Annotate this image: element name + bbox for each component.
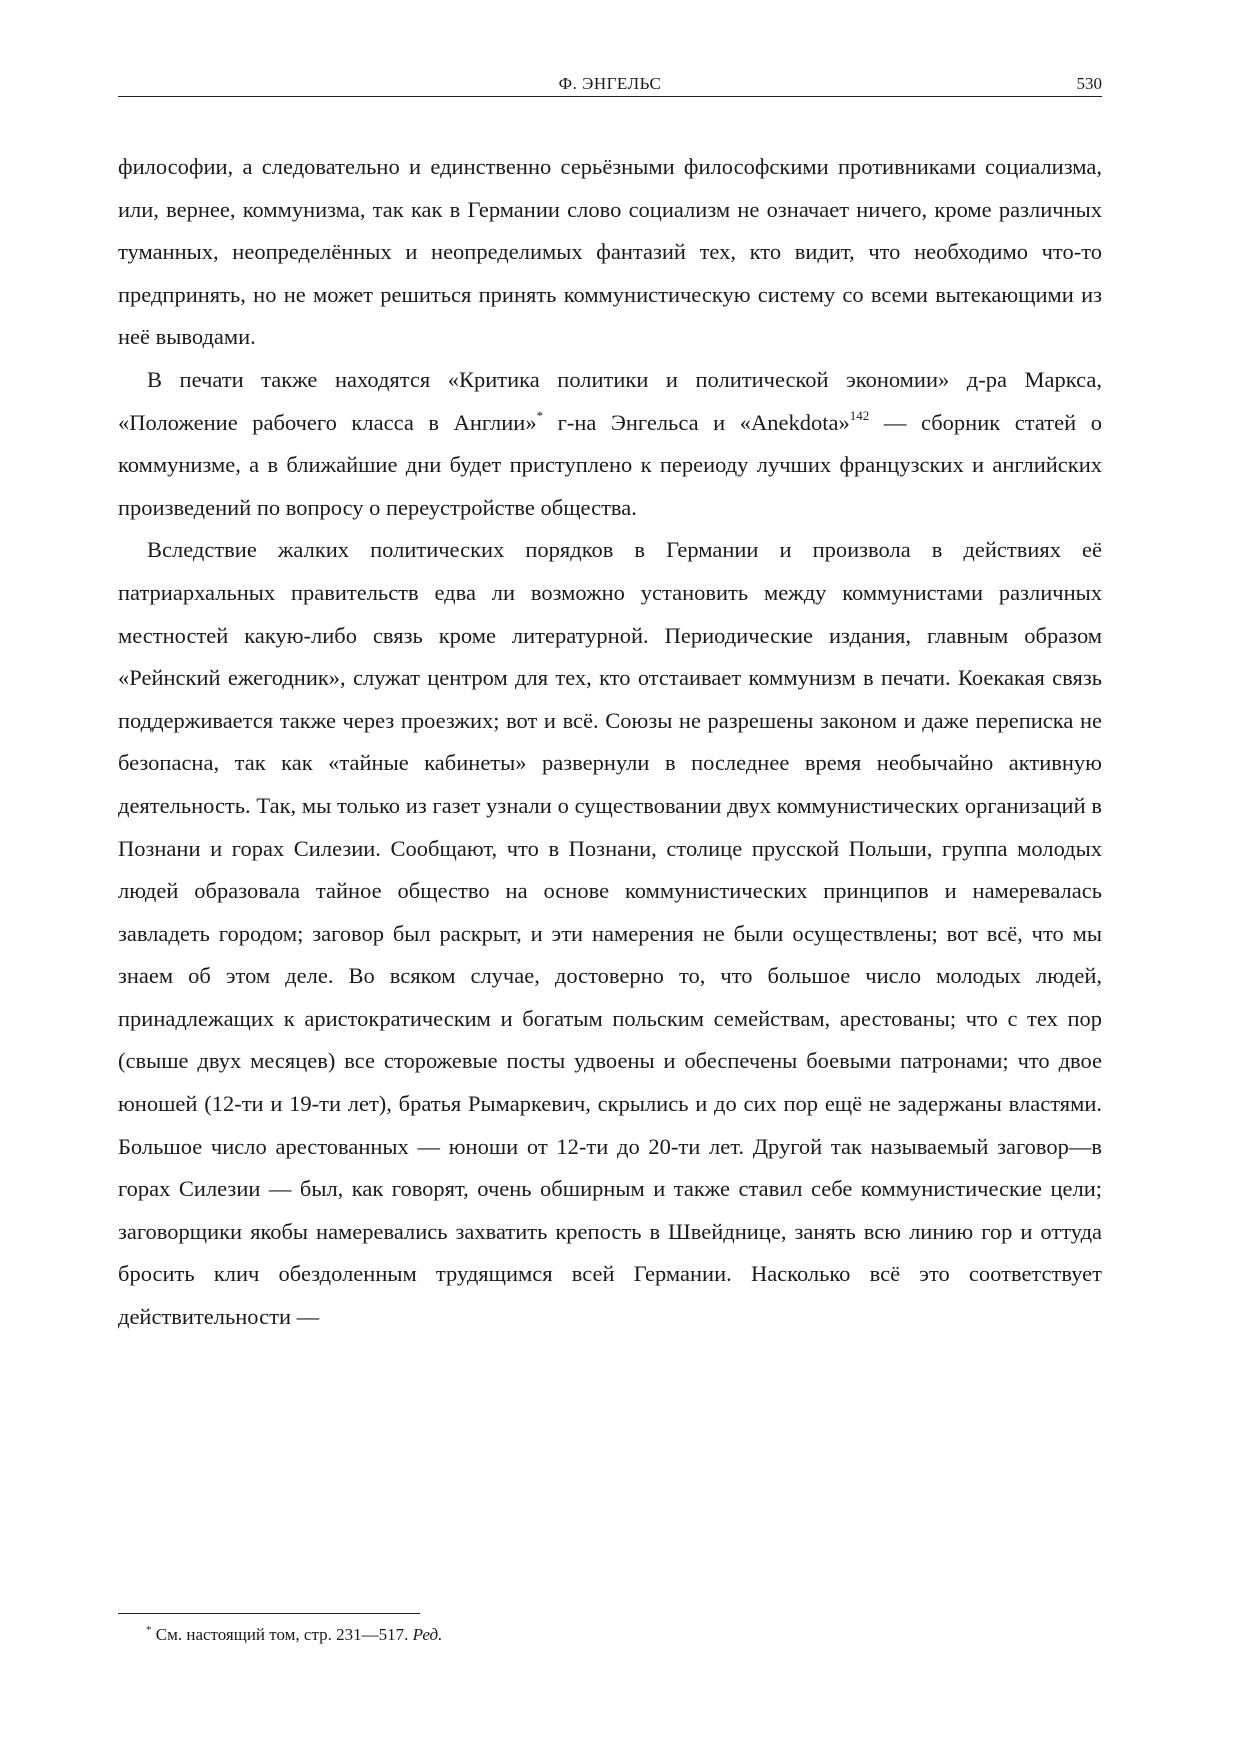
footnote-separator <box>118 1613 420 1614</box>
running-header <box>118 74 1102 97</box>
paragraph-2-text-c: — сборник статей о коммунизме, а в ближайшие дни будет приступлено к переиоду лучших французских и английских произведений по вопросу о переустройстве общества. <box>118 409 1102 520</box>
footnote <box>146 1624 442 1646</box>
paragraph-2 <box>118 359 1102 529</box>
paragraph-2-text-b: г-на Энгельса и «Anekdota» <box>543 409 850 435</box>
page-number: 530 <box>1076 74 1102 93</box>
footnote-editor-note: Ред. <box>412 1625 443 1644</box>
footnote-text: См. настоящий том, стр. 231—517. <box>151 1625 413 1644</box>
main-text <box>118 146 1102 1339</box>
endnote-reference: 142 <box>849 407 870 423</box>
footnote-mark: * <box>146 1624 152 1636</box>
paragraph-3: Вследствие жалких политических порядков в Германии и произвола в действиях её патриархальных правительств едва ли возможно установить между коммунистами различных местностей какую-либо связь кроме литературной. Периодические издания, главным образом «Рейнский ежегодник», служат центром для тех, кто отстаивает коммунизм в печати. Коекакая связь поддерживается также через проезжих; вот и всё. Союзы не разрешены законом и даже переписка не безопасна, так как «тайные кабинеты» развернули в последнее время необычайно активную деятельность. Так, мы только из газет узнали о существовании двух коммунистических организаций в Познани и горах Силезии. Сообщают, что в Познани, столице прусской Польши, группа молодых людей образовала тайное общество на основе коммунистических принципов и намеревалась завладеть городом; заговор был раскрыт, и эти намерения не были осуществлены; вот всё, что мы знаем об этом деле. Во всяком случае, достоверно то, что большое число молодых людей, принадлежащих к аристократическим и богатым польским семействам, арестованы; что с тех пор (свыше двух месяцев) все сторожевые посты удвоены и обеспечены боевыми патронами; что двое юношей (12-ти и 19-ти лет), братья Рымаркевич, скрылись и до сих пор ещё не задержаны властями. Большое число арестованных — юноши от 12-ти до 20-ти лет. Другой так называемый заговор—в горах Силезии — был, как говорят, очень обширным и также ставил себе коммунистические цели; заговорщики якобы намеревались захватить крепость в Швейднице, занять всю линию гор и оттуда бросить клич обездоленным трудящимся всей Германии. Насколько всё это соответствует действительности — <box>118 537 1102 1330</box>
paragraph-2-text-a: В печати также находятся «Критика политики и политической экономии» д-ра Маркса, «Положение рабочего класса в Англии» <box>118 366 1102 435</box>
running-header-title: Ф. ЭНГЕЛЬС <box>558 74 662 93</box>
paragraph-1: философии, а следовательно и единственно серьёзными философскими противниками социализма, или, вернее, коммунизма, так как в Германии слово социализм не означает ничего, кроме различных туманных, неопределённых и неопределимых фантазий тех, кто видит, что необходимо что-то предпринять, но не может решиться принять коммунистическую систему со всеми вытекающими из неё выводами. <box>118 154 1102 350</box>
footnote-marker: * <box>536 407 544 423</box>
